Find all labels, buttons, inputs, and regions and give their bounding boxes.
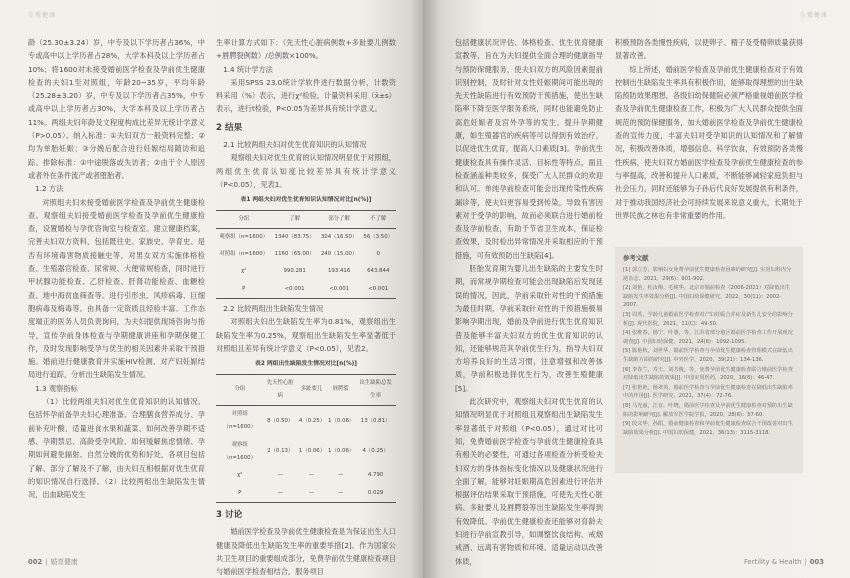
table-cell: 990.281 — [283, 268, 306, 275]
table-row — [216, 246, 396, 263]
paragraph: 包括健康状况评估、体格检查、优生优育健康宣教等，旨在为夫妇提供全面合理的健康指导与预防保健服务，使夫妇双方的风险因素提前识别控制，及时针对女性妊娠期间可能出现的先天性缺陷进行有效预防干预措施，使出生缺陷率下降至医学服务系统，同时也能避免防止高危妊娠者及宫外孕等的发生，提升孕期健康，如生殖器官的疾病等可以得到有效治疗，以促进优生优育，提高人口素质[3]。孕前优生健康检查具有操作灵活、目标性等特点，面且检查涵盖种类较多，探受广大人民群众的欢迎和认可。单纯孕前检查可能会出现传染性疾病漏诊等，使夫妇更容易受到传染，导致有害因素对于受孕的影响，故而必须联合进行婚前检查及孕前检查，有助于节省卫生成本，保证检查效果，及时检出异常情况并采取相应的干预措施，可有效预防出生缺陷[4]。 — [455, 38, 603, 260]
section-subhead: 1.2 方法 — [35, 184, 64, 194]
table-row — [216, 263, 396, 280]
table-cell: 2（0.13） — [267, 448, 294, 455]
paragraph: 积极预防各类慢性疾病，以使卵子、精子及受精卵质量获得显著改善。 — [615, 38, 803, 61]
paragraph: 观察组夫妇对优生优育的认知情况明显优于对照组，两组优生优育认知度比较差异具有统计学意义（P<0.05），见表1。 — [216, 153, 396, 189]
table-cell: 1340（83.75） — [274, 233, 315, 240]
table-cell: 对照组（n=1600） — [223, 411, 256, 431]
right-column-1 — [455, 36, 603, 568]
table-cell: 193.416 — [327, 268, 351, 275]
table2-caption: 表2 两组出生缺陷发生情况对比[n(%)] — [255, 361, 357, 368]
paragraph: 胚胎发育期为婴儿出生缺陷的主要发生时期，而常规孕期检查可能会出现缺陷后发现延误的情况，因此，孕前采取针对性的干预措施为最佳时期，孕前采取针对性的干预措施极易影响孕期出现，婚前及孕前进行优生优育知识普及能够丰富夫妇双方的优生优育知识的认知，还能够规范其孕前优生行为，指导夫妇双方培养良好的生活习惯，注意增强和改善体质，孕前积极选择优生行为，改善生殖健康[5]。 — [455, 264, 603, 393]
references-box — [615, 247, 803, 473]
paragraph: 此次研究中，观察组夫妇对优生优育的认知情况明显优于对照组且观察组出生缺陷发生率显著低于对照组（P<0.05），通过对比可知，免费婚前医学检查与孕前优生健康检查具有相关的必要性，可通过各项检查分析受检夫妇双方的身体指标变化情况以及健康状况进行全面了解，能够对妊娠期高危因素进行评估并根据评估结果采取干预措施，可使先天性心脏病、多趾要儿及唇腭裂等出生缺陷发生率得到有效降低。孕前优生健康检查还能够对育龄夫妇进行孕前宣教引导，如调整饮食结构、戒烟戒酒、远离有害物质和环境、适量运动以改善体质， — [455, 397, 603, 566]
references-title: 参考文献 — [623, 254, 649, 262]
table-cell: 643.844 — [367, 268, 390, 275]
right-column-2 — [615, 36, 803, 222]
table-cell: — — [277, 472, 283, 479]
table-cell: 0.029 — [367, 489, 384, 496]
table1-caption: 表1 两组夫妇对优生优育知识认知情况对比[n(%)] — [240, 197, 372, 204]
table-cell: 240（15.00） — [320, 251, 358, 258]
paragraph: 生率计算方式如下：（先天性心脏病例数+多趾要儿例数+唇腭裂例数）/总例数×100%。 — [216, 38, 396, 61]
table-row — [216, 228, 396, 246]
section-subhead: 2.2 比较两组出生缺陷发生情况 — [223, 304, 324, 314]
reference-item: [9] 段又华，孙阳，婚前健康检查和孕前优生健康检查联合干预改善对出生缺陷效果分析[J]. 中国妇幼保健，2021，36(13)：3115-3118. — [623, 421, 793, 436]
table-cell: <0.001 — [284, 285, 305, 292]
paragraph: 对照组夫妇出生缺陷发生率为0.81%，观察组出生缺陷发生率为0.25%，观察组出生缺陷发生率显著低于对照组且差异有统计学意义（P<0.05），见表2。 — [216, 317, 396, 353]
table-header: 多趾要儿 — [297, 374, 326, 406]
table-row — [216, 437, 396, 468]
table-row — [216, 485, 396, 503]
table-cell: — — [337, 472, 344, 479]
table-cell: 1160（65.00） — [274, 251, 315, 258]
table-header: 唇腭裂 — [326, 374, 355, 406]
table-header: 分组 — [216, 374, 264, 406]
table-cell: 304（16.50） — [320, 233, 358, 240]
table-cell: <0.001 — [329, 285, 350, 292]
reference-item: [6] 李春兰，寿王，刘芳俊，等，免费孕前优生健康检查联合婚前医学检查对降低出生缺陷的效果[J]. 中国实用医药，2020，16(6)：46-47. — [623, 366, 793, 382]
section-heading-discussion: 3 讨论 — [216, 509, 243, 520]
table-cell: 4.790 — [367, 472, 384, 479]
table-cell: 观察组（n=1600） — [223, 441, 256, 462]
reference-item: [3] 周英，学龄儿童婚前医学检查对产妇妊娠合并症及新生儿安全的影响分析[J]. 现代医院，2021，11(C)：49-50. — [623, 311, 793, 327]
table-cell: 对照组（n=1600） — [219, 251, 269, 258]
table-cell: 1（0.06） — [298, 448, 326, 455]
table-cell: — — [277, 489, 283, 496]
table-cell: 4（0.25） — [362, 448, 389, 455]
table-header: 先天性心脏病 — [264, 374, 297, 406]
table-row — [216, 406, 396, 437]
page-number: 003 — [809, 558, 824, 566]
table-cell: <0.001 — [368, 285, 389, 292]
section-subhead: 2.1 比较两组夫妇对优生优育知识的认知情况 — [223, 140, 367, 150]
table-cell: — — [308, 489, 315, 496]
table-cell: 1（0.06） — [328, 417, 355, 424]
paragraph: 龄（25.30±3.24）岁，中专及以下学历者占36%，中专或高中以上学历者占28%，大学本科及以上学历者占10%；将1600对未接受婚前医学检查及孕前优生健康检查的夫妇1至对照组，年龄20~35岁，平均年龄（25.28±3.20）岁，中专及以下学历者占35%，中专或高中以上学历者占30%，大学本科及以上学历者占11%。两组夫妇年龄及文程度构成比差异无统计学意义（P>0.05）。纳入标准：①夫妇双方一般资料完整；②均为单胎妊娠；③分娩后配合进行妊娠结局随访和追踪。排除标准：①中途脱落或失访者；②由于个人原因或者外在条件流产或者堕胎者。 — [28, 38, 205, 180]
reference-item: [5] 陈艳秋，刘世华，婚前医学检查与孕前优生健康检查管理模式在降低出生缺陷方面的研究[J]. 中外医学，2020，39(21)：134-136. — [623, 348, 793, 363]
section-heading-results: 2 结果 — [216, 122, 243, 133]
table-cell: P — [242, 285, 246, 292]
running-head-left: 生殖健康 — [28, 12, 57, 19]
reference-item: [1] 郭立芳，影响妇女免费孕前优生健康检查因素的研究[J]. 实用妇科内分泌杂志，2021，29(6)：901-902. — [623, 267, 792, 282]
reference-item: [4] 张维春，杨宁，叶惠，等，江苏省部分地区婚前医学检查工作开展现况调查[J]. 中国妇幼保健，2021，24(6)：1092-1095. — [623, 330, 793, 345]
section-subhead: 1.4 统计学方法 — [223, 64, 273, 74]
left-column-1 — [28, 36, 205, 501]
running-head-right: 生殖健康 — [799, 12, 828, 19]
paragraph: （1）比较两组夫妇对优生优育知识的认知情况。包括怀孕前备孕夫妇心理准备、合理膳食营养成分、孕前补充叶酸、适量进食水果和蔬菜、如何改善孕期不适感、孕期禁忌、高龄受孕风险、如何缓解焦虑情绪、孕期如何避免辐射、自然分娩的优势和好处，各项目包括了解、部分了解及不了解，由夫妇互相根据对优生优育的知识情况自行选择。（2）比较两组出生缺陷发生情况，出血缺陷发生 — [28, 397, 205, 500]
left-page — [0, 0, 423, 578]
table-cell: — — [308, 472, 315, 479]
left-footer — [28, 556, 78, 566]
table-header: 部分了解 — [318, 210, 361, 228]
reference-item: [7] 张艳艳，杨翠英，婚前医学检查与孕前优生健康检查在降低出生缺陷率中的作用[J]. 医学研究，2021，37(4)：72-76. — [623, 384, 793, 400]
table-row — [216, 467, 396, 484]
paragraph: 综上所述，婚前医学检查及孕前优生健康检查对于有效控制出生缺陷发生率具有积极作用，能够取得理想的出生缺陷预防效果理想，各级妇幼保健院必须严格重视婚前医学检查及孕前优生健康检查工作，积极为广大人民群众提供全面规范的预防保健服务，加大婚前医学检查及孕前优生健康检查的宣传力度，丰富夫妇对受孕知识的认知情况和了解情况，积极改善体质，增强信息、科学饮食，有效预防各类慢性疾病，使夫妇双方婚前医学检查及孕前优生健康检查的参与率提高，改善和提升人口素质，不断能够减轻家庭负担与社会压力，同时还能够为子孙后代良好发展提供有利条件，对于推动我国经济社会可持续发展来说意义重大，长期处于世界民族之林也有非常重要的作用。 — [615, 64, 803, 220]
table-cell: 13（0.81） — [360, 417, 391, 424]
table-cell: 4（0.25） — [298, 417, 326, 424]
paragraph: 对照组夫妇未接受婚前医学检查及孕前优生健康检查。观察组夫妇接受婚前医学检查及孕前优生健康检查，设置婚检与孕优咨询室与检查室。建立健康档案，完善夫妇双方资料，包括既往史、家族史、孕育史、是否有环境毒害物质接触史等，对男女双方实施体格检查、生殖器官检查、尿常规、大便常规检查，同时进行甲状腺功能检查、乙肝检查、肝肾功能检查、血糖检查、地中海贫血筛查等。进行引形虫、风疹病毒、巨细胞病毒及梅毒等。由具备一定资质且经验丰富、工作态度端正的医务人员负责询问，为夫妇提供现场咨询与指导，宣传孕前身体检查与孕期健康讲座和孕期保健工作，及时发现影响受孕与优生的相关因素并采取干预措施。婚前进行健康教育并实施HIV检测、对产妇妊娠结局进行追踪，分析出生缺陷发生情况。 — [28, 197, 205, 380]
reference-item: [2] 刘艳，杜汝梅，毛树华，北京市婚前检查（2006-2021）对降低出生缺陷发生率效果分析[J]. 中国妇幼保健研究，2022，30(11)：2002-2007. — [623, 285, 790, 309]
table-header: 分组 — [216, 210, 271, 228]
page-number: 002 — [28, 558, 43, 566]
table-header: 出生缺陷总发生率 — [355, 374, 396, 406]
paragraph: 采用SPSS 23.0统计学软件进行数据分析，计数资料采用（%）表示，进行χ²检验，计量资料采用（x̄±s）表示，进行t检验，P<0.05为差异具有统计学意义。 — [216, 77, 396, 114]
footer-title: 婚育健康 — [50, 558, 78, 566]
table-cell: χ² — [241, 268, 247, 275]
table-cell: — — [337, 489, 344, 496]
table-cell: χ² — [237, 472, 243, 479]
table-header: 不了解 — [360, 210, 396, 228]
table-cell: 观察组（n=1600） — [219, 233, 269, 240]
footer-separator: | — [45, 558, 48, 566]
table1 — [216, 210, 396, 299]
table-cell: 0 — [376, 251, 380, 258]
table-cell: 1（0.06） — [328, 448, 355, 455]
reference-item: [8] 马光丽，江宜，叶晓，婚前医学检查及孕前优生健康检查对预防出生缺陷的影响研究[J]. 解放军医学院学报，2020，28(6)：57-60. — [623, 402, 793, 418]
footer-separator: | — [804, 558, 807, 566]
table-cell: P — [238, 489, 242, 496]
right-footer — [744, 558, 824, 566]
table-cell: 56（3.50） — [363, 233, 394, 240]
table-header: 了解 — [271, 210, 317, 228]
table-row — [216, 281, 396, 299]
footer-title: Fertility & Health — [744, 558, 802, 566]
left-column-2 — [216, 36, 396, 578]
table-cell: 8（0.50） — [267, 417, 294, 424]
section-subhead: 1.3 观察指标 — [35, 383, 78, 393]
paragraph: 婚前医学检查及孕前优生健康检查是为保证出生人口健康及降低出生缺陷发生率的重要举措[2]。作为国家公共卫生项目的重要组成部分，免费孕前优生健康检查项目与婚前医学检查相结合，服务项目 — [216, 527, 396, 577]
table2 — [216, 374, 396, 503]
